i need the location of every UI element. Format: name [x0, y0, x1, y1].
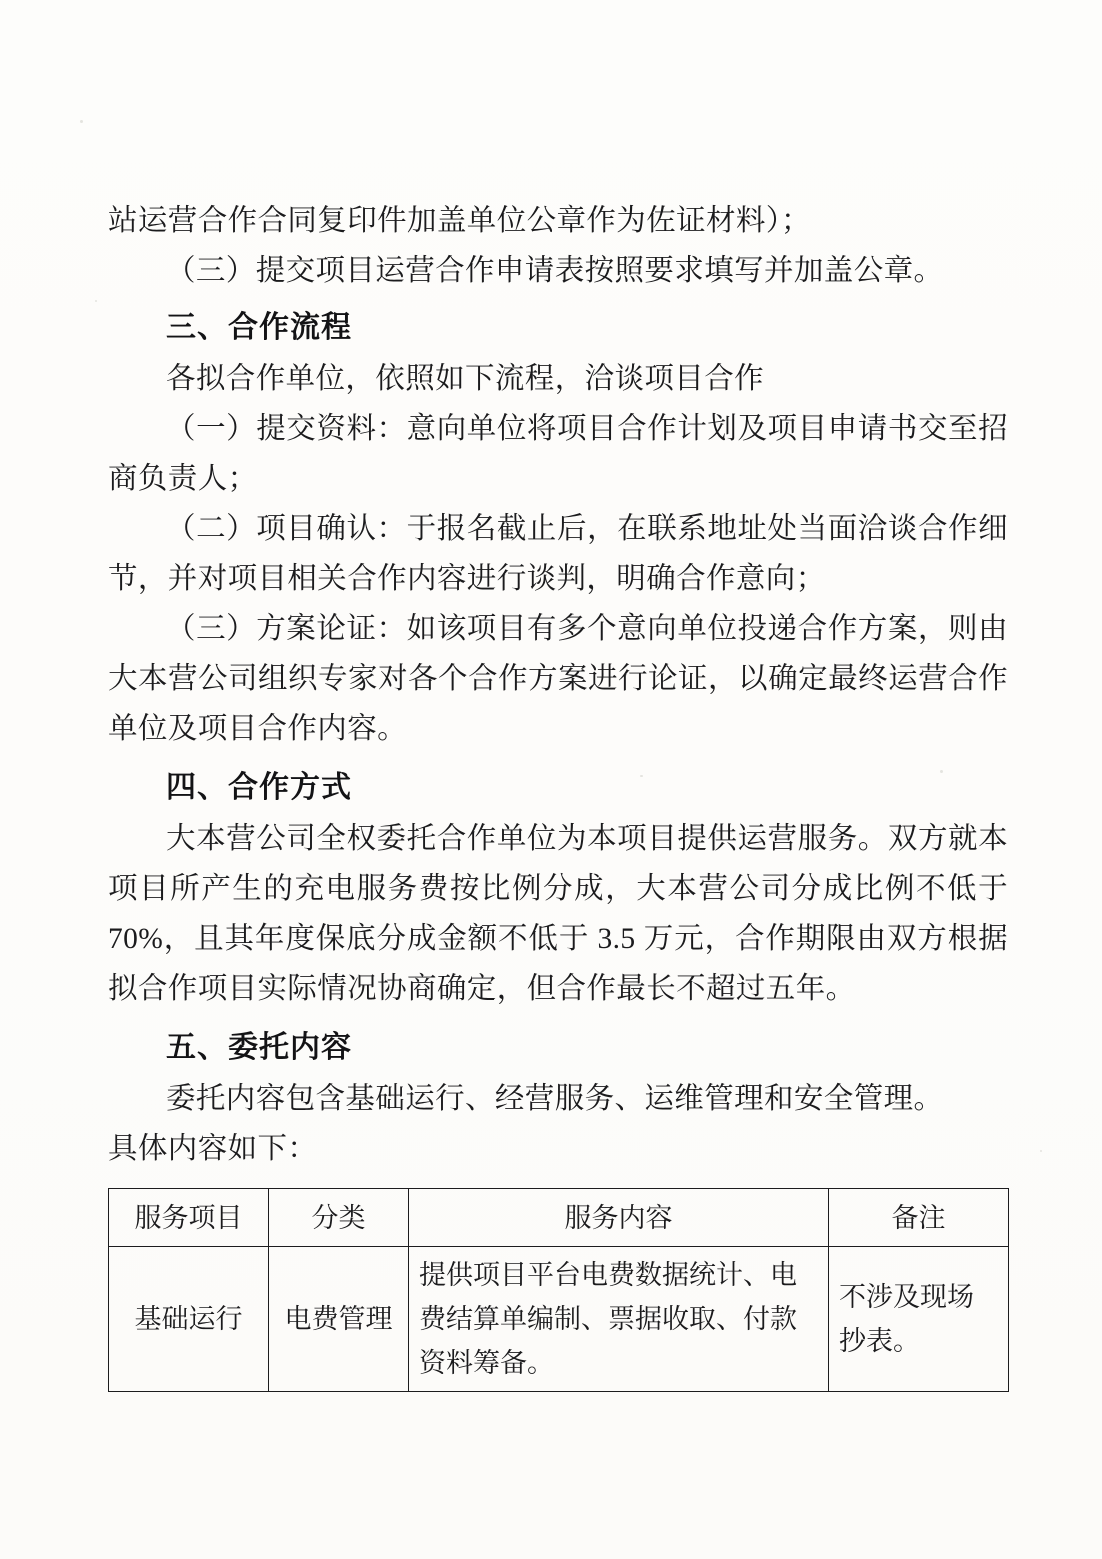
- section-three-item-3: （三）方案论证：如该项目有多个意向单位投递合作方案，则由大本营公司组织专家对各个合作方案进行论证，以确定最终运营合作单位及项目合作内容。: [108, 613, 1008, 745]
- document-body: [108, 196, 1008, 1392]
- section-heading-four: 四、合作方式: [166, 771, 352, 804]
- section-heading-five: 五、委托内容: [166, 1031, 352, 1064]
- table-header-category: 分类: [269, 1189, 409, 1247]
- table-header-service-item: 服务项目: [109, 1189, 269, 1247]
- section-three-item-2: （二）项目确认：于报名截止后，在联系地址处当面洽谈合作细节，并对项目相关合作内容进行谈判，明确合作意向；: [108, 513, 1008, 595]
- table-row: [109, 1247, 1009, 1392]
- cell-category: 电费管理: [269, 1247, 409, 1392]
- table-intro-text: 具体内容如下：: [108, 1133, 318, 1165]
- scan-speck: [95, 300, 97, 302]
- section-heading-three: 三、合作流程: [166, 311, 352, 344]
- table-header-note: 备注: [829, 1189, 1009, 1247]
- scan-speck: [1040, 1150, 1042, 1152]
- paragraph-continued: 站运营合作合同复印件加盖单位公章作为佐证材料）；: [108, 205, 811, 237]
- cell-service-item: 基础运行: [109, 1247, 269, 1392]
- scan-speck: [80, 120, 83, 123]
- table-header-row: [109, 1189, 1009, 1247]
- cell-content: 提供项目平台电费数据统计、电费结算单编制、票据收取、付款资料筹备。: [409, 1247, 829, 1392]
- section-three-item-1: （一）提交资料：意向单位将项目合作计划及项目申请书交至招商负责人；: [108, 413, 1008, 495]
- section-five-body: 委托内容包含基础运行、经营服务、运维管理和安全管理。: [166, 1083, 944, 1115]
- paragraph-item-three-materials: （三）提交项目运营合作申请表按照要求填写并加盖公章。: [166, 255, 944, 287]
- service-table: [108, 1188, 1009, 1392]
- cell-note: 不涉及现场抄表。: [829, 1247, 1009, 1392]
- section-three-intro: 各拟合作单位，依照如下流程，洽谈项目合作: [166, 363, 765, 395]
- table-header-content: 服务内容: [409, 1189, 829, 1247]
- service-table-wrapper: [108, 1188, 1008, 1392]
- section-four-body: 大本营公司全权委托合作单位为本项目提供运营服务。双方就本项目所产生的充电服务费按比例分成，大本营公司分成比例不低于 70%，且其年度保底分成金额不低于 3.5 万元，合作期限由双方根据拟合作项目实际情况协商确定，但合作最长不超过五年。: [108, 823, 1008, 1005]
